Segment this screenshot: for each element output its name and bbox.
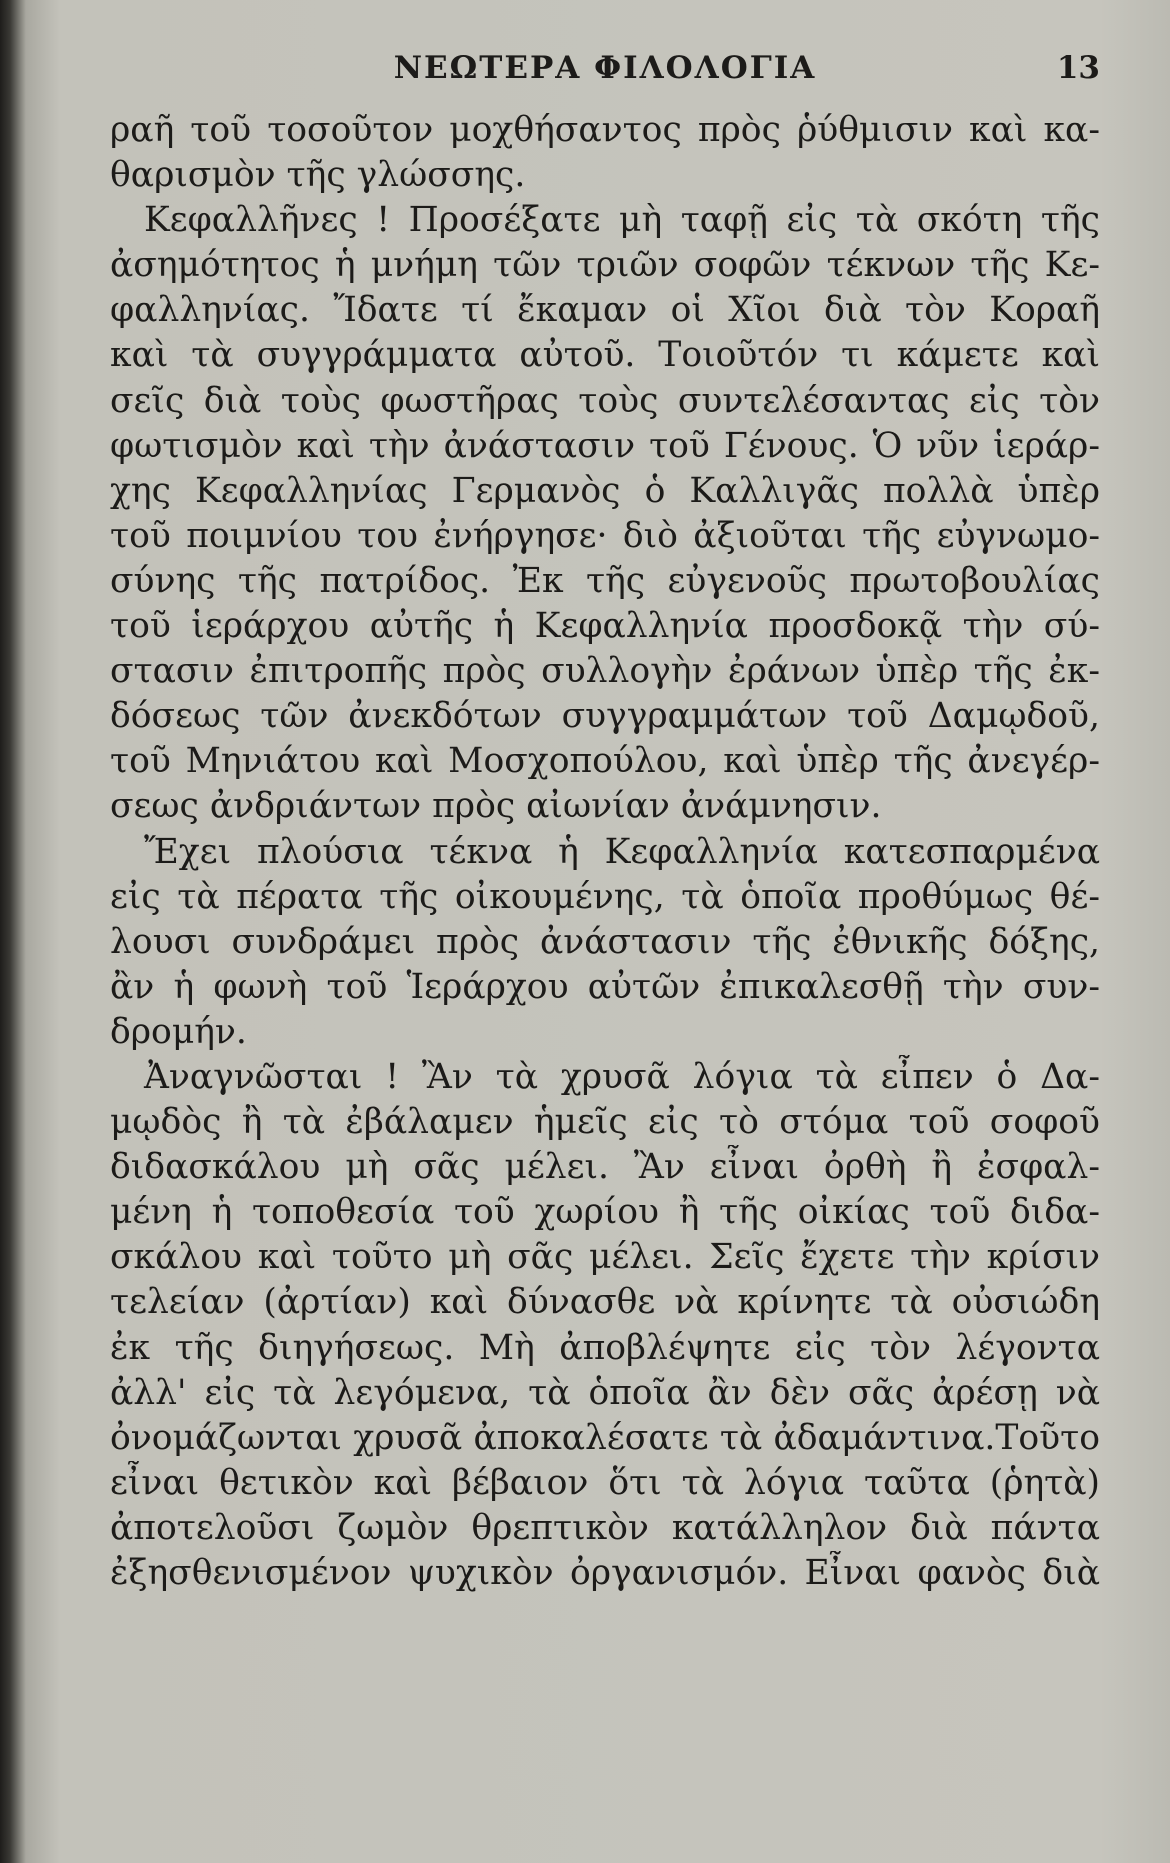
text-line: ἀσημότητος ἡ μνήμη τῶν τριῶν σοφῶν τέκνων τῆς Κε-: [110, 245, 1100, 286]
text-line: Κεφαλλῆνες ! Προσέξατε μὴ ταφῇ εἰς τὰ σκότη τῆς: [144, 200, 1100, 241]
text-line: καὶ τὰ συγγράμματα αὐτοῦ. Τοιοῦτόν τι κάμετε καὶ: [110, 335, 1100, 376]
text-line: ἂν ἡ φωνὴ τοῦ Ἱεράρχου αὐτῶν ἐπικαλεσθῇ τὴν συν-: [110, 966, 1100, 1007]
text-line: ὀνομάζωνται χρυσᾶ ἀποκαλέσατε τὰ ἀδαμάντινα.Τοῦτο: [110, 1417, 1100, 1458]
text-line: θαρισμὸν τῆς γλώσσης.: [110, 155, 526, 196]
text-line: Ἀναγνῶσται ! Ἂν τὰ χρυσᾶ λόγια τὰ εἶπεν ὁ Δα-: [144, 1056, 1100, 1097]
text-line: σκάλου καὶ τοῦτο μὴ σᾶς μέλει. Σεῖς ἔχετε τὴν κρίσιν: [110, 1237, 1100, 1278]
text-line: τοῦ ἱεράρχου αὐτῆς ἡ Κεφαλληνία προσδοκᾷ τὴν σύ-: [110, 606, 1100, 647]
text-line: ἀποτελοῦσι ζωμὸν θρεπτικὸν κατάλληλον διὰ πάντα: [110, 1507, 1100, 1548]
text-line: Ἔχει πλούσια τέκνα ἡ Κεφαλληνία κατεσπαρμένα: [144, 831, 1100, 872]
text-line: τοῦ Μηνιάτου καὶ Μοσχοπούλου, καὶ ὑπὲρ τῆς ἀνεγέρ-: [110, 741, 1100, 782]
text-line: ραῆ τοῦ τοσοῦτον μοχθήσαντος πρὸς ῥύθμισιν καὶ κα-: [110, 110, 1100, 150]
running-header: [110, 50, 1100, 96]
text-line: δρομήν.: [110, 1011, 247, 1052]
text-line: μένη ἡ τοποθεσία τοῦ χωρίου ἢ τῆς οἰκίας τοῦ διδα-: [110, 1192, 1100, 1233]
text-line: χης Κεφαλληνίας Γερμανὸς ὁ Καλλιγᾶς πολλὰ ὑπὲρ: [110, 470, 1100, 511]
running-title: ΝΕΩΤΕΡΑ ΦΙΛΟΛΟΓΙΑ: [393, 50, 817, 86]
text-line: λουσι συνδράμει πρὸς ἀνάστασιν τῆς ἐθνικῆς δόξης,: [110, 921, 1100, 962]
text-line: τελείαν (ἀρτίαν) καὶ δύνασθε νὰ κρίνητε τὰ οὐσιώδη: [110, 1282, 1100, 1323]
text-line: δόσεως τῶν ἀνεκδότων συγγραμμάτων τοῦ Δαμῳδοῦ,: [110, 696, 1100, 737]
text-line: στασιν ἐπιτροπῆς πρὸς συλλογὴν ἐράνων ὑπὲρ τῆς ἐκ-: [110, 651, 1100, 692]
text-line: φαλληνίας. Ἴδατε τί ἔκαμαν οἱ Χῖοι διὰ τὸν Κοραῆ: [110, 290, 1100, 331]
text-line: σεως ἀνδριάντων πρὸς αἰωνίαν ἀνάμνησιν.: [110, 786, 882, 827]
text-line: σεῖς διὰ τοὺς φωστῆρας τοὺς συντελέσαντας εἰς τὸν: [110, 380, 1100, 421]
text-line: σύνης τῆς πατρίδος. Ἐκ τῆς εὐγενοῦς πρωτοβουλίας: [110, 560, 1100, 601]
text-line: εἶναι θετικὸν καὶ βέβαιον ὅτι τὰ λόγια ταῦτα (ῥητὰ): [110, 1462, 1100, 1503]
text-line: φωτισμὸν καὶ τὴν ἀνάστασιν τοῦ Γένους. Ὁ νῦν ἱεράρ-: [110, 425, 1100, 466]
text-line: τοῦ ποιμνίου του ἐνήργησε· διὸ ἀξιοῦται τῆς εὐγνωμο-: [110, 515, 1100, 556]
text-line: ἀλλ' εἰς τὰ λεγόμενα, τὰ ὁποῖα ἂν δὲν σᾶς ἀρέσῃ νὰ: [110, 1372, 1100, 1413]
text-line: μῳδὸς ἢ τὰ ἐβάλαμεν ἡμεῖς εἰς τὸ στόμα τοῦ σοφοῦ: [110, 1102, 1100, 1143]
text-line: εἰς τὰ πέρατα τῆς οἰκουμένης, τὰ ὁποῖα προθύμως θέ-: [110, 876, 1100, 917]
text-line: ἐκ τῆς διηγήσεως. Μὴ ἀποβλέψητε εἰς τὸν λέγοντα: [110, 1327, 1100, 1368]
text-line: ἐξησθενισμένον ψυχικὸν ὀργανισμόν. Εἶναι φανὸς διὰ: [110, 1553, 1100, 1593]
text-line: διδασκάλου μὴ σᾶς μέλει. Ἂν εἶναι ὀρθὴ ἢ ἐσφαλ-: [110, 1147, 1100, 1188]
body-text: [110, 108, 1100, 1596]
page-number: 13: [1056, 50, 1100, 86]
